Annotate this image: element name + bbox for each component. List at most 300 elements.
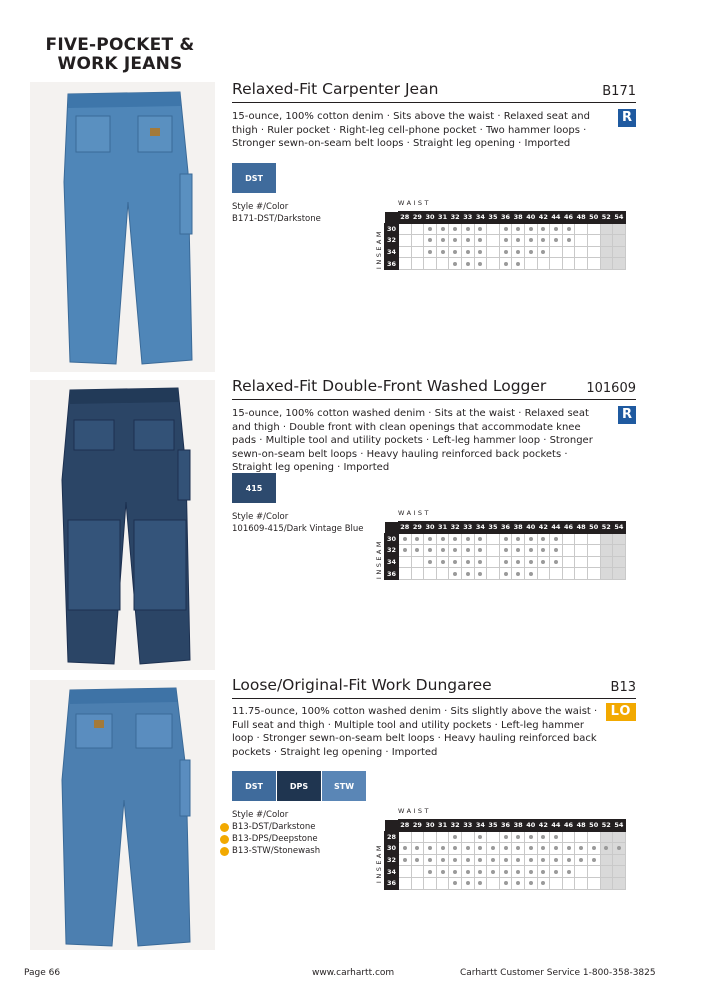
waist-size-header: 52 (601, 523, 611, 532)
available-dot (541, 227, 545, 231)
size-cell (474, 568, 487, 580)
waist-size-header: 40 (526, 821, 536, 830)
waist-size-header: 44 (551, 821, 561, 830)
size-cell (399, 246, 412, 258)
section-title: FIVE-POCKET & WORK JEANS (45, 35, 195, 74)
size-cell (411, 568, 424, 580)
jean-photo-graphic (30, 380, 215, 670)
waist-size-header: 54 (614, 821, 624, 830)
waist-size-header: 46 (563, 213, 574, 222)
available-dot (541, 858, 545, 862)
size-cell (436, 235, 449, 247)
waist-size-header: 34 (475, 821, 485, 830)
inseam-size-header: 36 (385, 877, 399, 889)
available-dot (516, 858, 520, 862)
available-dot (516, 572, 520, 576)
jean-photo (30, 380, 215, 670)
size-cell (512, 223, 525, 235)
available-dot (403, 548, 407, 552)
size-cell (575, 246, 588, 258)
size-cell (613, 223, 626, 235)
available-dot (403, 846, 407, 850)
page-number: Page 66 (24, 968, 61, 978)
product-description: 15-ounce, 100% cotton washed denim · Sits at the waist · Relaxed seat and thigh · Double front with clean openings that accommodate knee pads · Multiple tool and utility pockets · Left-leg hammer loop · Stronger sewn-on-seam belt loops · Heavy hauling reinforced back pockets · Straight leg opening · Imported (232, 408, 593, 473)
waist-size-header: 46 (563, 523, 574, 532)
size-cell (512, 533, 525, 545)
size-cell (487, 258, 500, 270)
size-cell (562, 235, 575, 247)
available-dot (478, 835, 482, 839)
available-dot (453, 835, 457, 839)
size-cell (411, 545, 424, 557)
size-cell (562, 545, 575, 557)
waist-size-header: 44 (551, 523, 561, 532)
inseam-size-header: 30 (385, 223, 399, 235)
size-cell (449, 556, 462, 568)
size-cell (587, 533, 600, 545)
available-dot (428, 870, 432, 874)
inseam-size-header: 36 (385, 568, 399, 580)
available-dot (516, 250, 520, 254)
style-item: 101609-415/Dark Vintage Blue (232, 524, 364, 534)
size-cell (600, 246, 613, 258)
waist-size-header: 36 (501, 213, 511, 222)
waist-size-header: 32 (450, 213, 460, 222)
size-cell (461, 545, 474, 557)
inseam-size-header: 34 (385, 246, 399, 258)
available-dot (453, 870, 457, 874)
size-cell (411, 533, 424, 545)
size-cell (487, 533, 500, 545)
waist-size-header: 36 (501, 523, 511, 532)
size-cell (537, 877, 550, 889)
available-dot (453, 560, 457, 564)
waist-size-header: 54 (614, 523, 624, 532)
size-cell (499, 556, 512, 568)
size-cell (537, 854, 550, 866)
size-cell (499, 258, 512, 270)
available-dot (415, 537, 419, 541)
size-cell (411, 556, 424, 568)
available-dot (529, 537, 533, 541)
size-cell (587, 843, 600, 855)
waist-size-header: 50 (589, 523, 599, 532)
size-cell (424, 568, 437, 580)
size-cell (575, 223, 588, 235)
available-dot (453, 572, 457, 576)
fit-badge: LO (606, 703, 636, 721)
size-cell (562, 877, 575, 889)
waist-size-header: 28 (400, 213, 410, 222)
available-dot (504, 250, 508, 254)
available-dot (529, 846, 533, 850)
size-cell (461, 831, 474, 843)
product-name: Relaxed-Fit Carpenter Jean (232, 80, 439, 98)
waist-size-header: 34 (475, 523, 485, 532)
size-cell (461, 568, 474, 580)
size-cell (550, 568, 563, 580)
available-dot (567, 846, 571, 850)
size-cell (424, 258, 437, 270)
size-cell (436, 854, 449, 866)
size-cell (461, 877, 474, 889)
product-code: B13 (610, 680, 636, 695)
available-dot (466, 858, 470, 862)
waist-size-header: 42 (538, 213, 548, 222)
available-dot (554, 227, 558, 231)
size-cell (499, 223, 512, 235)
size-cell (512, 866, 525, 878)
new-indicator-icon (220, 823, 229, 832)
fit-badge: R (618, 109, 636, 127)
size-cell (474, 877, 487, 889)
available-dot (453, 227, 457, 231)
available-dot (491, 870, 495, 874)
size-cell (449, 545, 462, 557)
new-indicator-icon (220, 835, 229, 844)
style-item: B13-DST/Darkstone (232, 821, 320, 833)
size-grid (375, 807, 626, 890)
available-dot (516, 548, 520, 552)
size-cell (487, 223, 500, 235)
jean-photo (30, 680, 215, 950)
waist-label: WAIST (398, 509, 432, 517)
waist-size-header: 52 (601, 213, 611, 222)
size-cell (474, 533, 487, 545)
size-cell (524, 533, 537, 545)
size-cell (436, 258, 449, 270)
size-cell (524, 866, 537, 878)
available-dot (504, 835, 508, 839)
available-dot (504, 537, 508, 541)
waist-size-header: 44 (551, 213, 561, 222)
size-row (385, 258, 626, 270)
size-cell (550, 843, 563, 855)
size-cell (575, 854, 588, 866)
size-cell (562, 223, 575, 235)
website-link[interactable]: www.carhartt.com (312, 968, 395, 978)
available-dot (453, 238, 457, 242)
waist-label: WAIST (398, 199, 432, 207)
size-cell (424, 533, 437, 545)
inseam-size-header: 30 (385, 843, 399, 855)
size-cell (499, 568, 512, 580)
waist-size-header: 40 (526, 523, 536, 532)
size-row (385, 246, 626, 258)
size-cell (512, 854, 525, 866)
size-cell (613, 831, 626, 843)
size-cell (436, 843, 449, 855)
available-dot (541, 250, 545, 254)
available-dot (478, 537, 482, 541)
available-dot (478, 870, 482, 874)
size-cell (587, 235, 600, 247)
available-dot (504, 846, 508, 850)
size-cell (411, 223, 424, 235)
size-cell (474, 235, 487, 247)
size-row (385, 854, 626, 866)
product-description: 15-ounce, 100% cotton denim · Sits above the waist · Relaxed seat and thigh · Ruler pocket · Right-leg cell-phone pocket · Two hammer loops · Stronger sewn-on-seam belt loops · Straight leg opening · Imported (232, 111, 590, 149)
jean-photo-graphic (30, 82, 215, 372)
waist-size-header: 46 (563, 821, 574, 830)
size-cell (613, 545, 626, 557)
size-cell (562, 533, 575, 545)
available-dot (567, 870, 571, 874)
size-cell (550, 533, 563, 545)
size-cell (524, 831, 537, 843)
style-item: B13-STW/Stonewash (232, 845, 320, 857)
size-cell (512, 556, 525, 568)
size-cell (587, 545, 600, 557)
available-dot (466, 881, 470, 885)
available-dot (579, 846, 583, 850)
inseam-label: INSEAM (375, 229, 383, 270)
size-cell (461, 854, 474, 866)
size-cell (487, 877, 500, 889)
size-cell (524, 877, 537, 889)
waist-size-header: 38 (513, 523, 523, 532)
divider (232, 399, 636, 400)
available-dot (441, 227, 445, 231)
size-cell (411, 246, 424, 258)
size-cell (449, 258, 462, 270)
available-dot (516, 262, 520, 266)
available-dot (554, 238, 558, 242)
swatch-row (232, 473, 277, 503)
size-cell (461, 533, 474, 545)
size-cell (537, 545, 550, 557)
swatch-stw: STW (322, 771, 366, 801)
size-cell (600, 545, 613, 557)
available-dot (466, 250, 470, 254)
waist-size-header: 54 (614, 213, 624, 222)
size-cell (449, 223, 462, 235)
size-cell (449, 568, 462, 580)
size-row (385, 223, 626, 235)
available-dot (428, 250, 432, 254)
size-cell (587, 877, 600, 889)
size-cell (575, 831, 588, 843)
inseam-size-header: 34 (385, 556, 399, 568)
available-dot (428, 537, 432, 541)
available-dot (453, 262, 457, 266)
size-table (384, 521, 626, 580)
size-cell (613, 854, 626, 866)
inseam-size-header: 32 (385, 235, 399, 247)
waist-label: WAIST (398, 807, 432, 815)
available-dot (516, 560, 520, 564)
waist-size-header: 30 (425, 523, 435, 532)
size-row (385, 235, 626, 247)
available-dot (504, 572, 508, 576)
waist-size-header: 38 (513, 213, 523, 222)
available-dot (567, 227, 571, 231)
style-heading: Style #/Color (232, 810, 289, 820)
waist-size-header: 42 (538, 523, 548, 532)
available-dot (504, 870, 508, 874)
size-cell (550, 246, 563, 258)
inseam-label: INSEAM (375, 843, 383, 884)
size-cell (487, 246, 500, 258)
style-list (232, 821, 320, 857)
available-dot (567, 858, 571, 862)
size-cell (562, 246, 575, 258)
size-cell (562, 258, 575, 270)
size-cell (424, 877, 437, 889)
size-cell (411, 854, 424, 866)
size-cell (474, 831, 487, 843)
size-cell (587, 223, 600, 235)
size-cell (449, 843, 462, 855)
size-cell (600, 866, 613, 878)
waist-size-header: 48 (576, 523, 586, 532)
new-indicator-icon (220, 847, 229, 856)
available-dot (529, 548, 533, 552)
size-cell (487, 854, 500, 866)
swatch-dst: DST (232, 771, 276, 801)
size-cell (487, 545, 500, 557)
available-dot (554, 560, 558, 564)
size-cell (399, 258, 412, 270)
inseam-size-header: 36 (385, 258, 399, 270)
style-heading: Style #/Color (232, 202, 289, 212)
available-dot (441, 870, 445, 874)
size-cell (512, 258, 525, 270)
customer-service: Carhartt Customer Service 1-800-358-3825 (460, 968, 656, 978)
waist-size-header: 35 (488, 523, 498, 532)
size-cell (474, 223, 487, 235)
available-dot (504, 262, 508, 266)
available-dot (516, 238, 520, 242)
product-code: B171 (602, 84, 636, 99)
jean-photo (30, 82, 215, 372)
size-cell (399, 877, 412, 889)
waist-size-header: 52 (601, 821, 611, 830)
available-dot (541, 846, 545, 850)
size-cell (524, 223, 537, 235)
size-cell (575, 866, 588, 878)
size-cell (600, 235, 613, 247)
size-cell (512, 545, 525, 557)
available-dot (554, 846, 558, 850)
size-cell (499, 246, 512, 258)
size-cell (474, 854, 487, 866)
size-cell (499, 854, 512, 866)
available-dot (466, 572, 470, 576)
size-cell (399, 533, 412, 545)
size-cell (411, 866, 424, 878)
available-dot (478, 560, 482, 564)
available-dot (541, 548, 545, 552)
size-cell (550, 831, 563, 843)
size-cell (537, 556, 550, 568)
size-cell (399, 854, 412, 866)
size-cell (537, 831, 550, 843)
size-row (385, 866, 626, 878)
size-cell (613, 866, 626, 878)
swatch-dps: DPS (277, 771, 321, 801)
size-cell (499, 843, 512, 855)
swatch-dst: DST (232, 163, 276, 193)
size-cell (424, 843, 437, 855)
available-dot (516, 537, 520, 541)
available-dot (592, 858, 596, 862)
available-dot (554, 548, 558, 552)
divider (232, 698, 636, 699)
size-cell (587, 866, 600, 878)
waist-size-header: 50 (589, 821, 599, 830)
available-dot (491, 846, 495, 850)
style-item: B171-DST/Darkstone (232, 214, 321, 224)
inseam-size-header: 28 (385, 831, 399, 843)
available-dot (604, 846, 608, 850)
size-cell (512, 235, 525, 247)
available-dot (441, 250, 445, 254)
waist-size-header: 35 (488, 821, 498, 830)
size-cell (562, 568, 575, 580)
available-dot (541, 537, 545, 541)
waist-size-header: 31 (438, 821, 448, 830)
available-dot (541, 881, 545, 885)
waist-size-header: 42 (538, 821, 548, 830)
available-dot (516, 227, 520, 231)
available-dot (491, 858, 495, 862)
size-cell (399, 843, 412, 855)
available-dot (478, 262, 482, 266)
available-dot (466, 870, 470, 874)
size-cell (449, 854, 462, 866)
product-name: Relaxed-Fit Double-Front Washed Logger (232, 377, 547, 395)
size-cell (562, 843, 575, 855)
available-dot (579, 858, 583, 862)
available-dot (428, 548, 432, 552)
size-cell (424, 235, 437, 247)
size-cell (587, 556, 600, 568)
size-cell (399, 568, 412, 580)
waist-size-header: 29 (412, 523, 422, 532)
swatch-row (232, 771, 367, 801)
swatch-415: 415 (232, 473, 276, 503)
size-cell (524, 568, 537, 580)
size-cell (449, 831, 462, 843)
waist-size-header: 32 (450, 821, 460, 830)
size-cell (449, 533, 462, 545)
size-cell (613, 246, 626, 258)
available-dot (441, 537, 445, 541)
size-cell (537, 258, 550, 270)
size-cell (613, 568, 626, 580)
size-cell (399, 223, 412, 235)
size-cell (562, 866, 575, 878)
size-cell (537, 246, 550, 258)
size-cell (524, 843, 537, 855)
size-cell (550, 258, 563, 270)
size-cell (499, 866, 512, 878)
waist-size-header: 30 (425, 821, 435, 830)
size-cell (499, 545, 512, 557)
size-cell (524, 854, 537, 866)
size-cell (512, 877, 525, 889)
size-row (385, 533, 626, 545)
size-cell (411, 235, 424, 247)
size-cell (436, 877, 449, 889)
available-dot (529, 881, 533, 885)
size-cell (587, 258, 600, 270)
size-cell (550, 545, 563, 557)
size-cell (537, 843, 550, 855)
size-cell (575, 533, 588, 545)
size-cell (424, 223, 437, 235)
